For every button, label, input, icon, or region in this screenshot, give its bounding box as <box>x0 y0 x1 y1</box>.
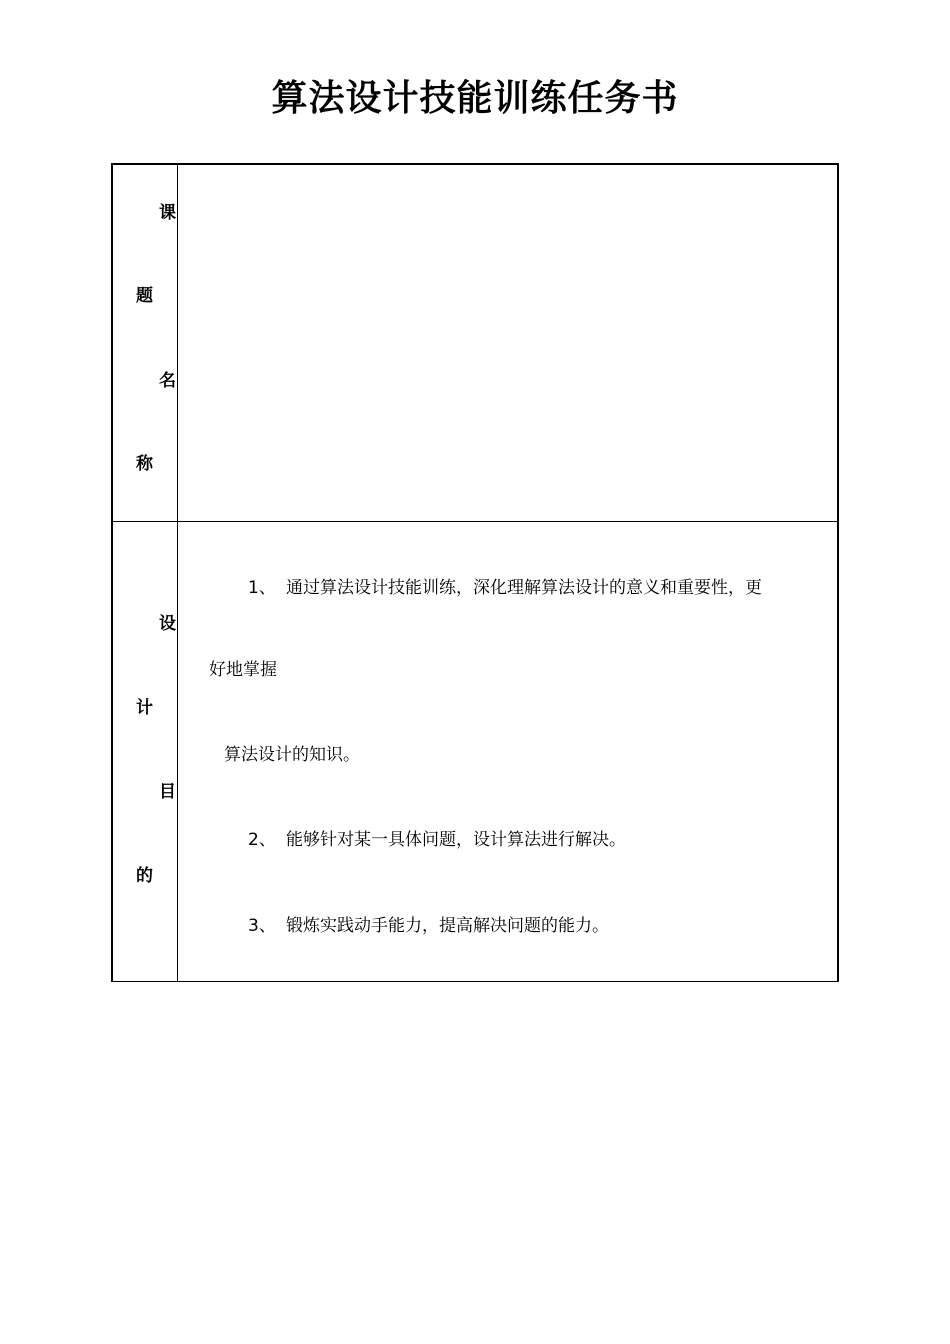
purpose-label-char: 目 <box>159 782 176 802</box>
topic-label-cell <box>113 165 178 521</box>
purpose-content-cell <box>178 522 837 982</box>
purpose-item-text: 能够针对某一具体问题，设计算法进行解决。 <box>286 830 626 850</box>
topic-label-char: 课 <box>159 203 176 223</box>
purpose-label-cell <box>113 522 178 982</box>
document-title: 算法设计技能训练任务书 <box>271 78 679 119</box>
purpose-item-text: 算法设计的知识。 <box>224 745 360 765</box>
topic-row <box>113 165 837 522</box>
topic-value-cell <box>178 165 837 521</box>
topic-label-char: 题 <box>136 286 153 306</box>
purpose-item-number: 1、 <box>248 578 276 598</box>
purpose-label-char: 的 <box>136 866 153 886</box>
purpose-item-1-line-2 <box>209 659 277 681</box>
purpose-item-number: 2、 <box>248 830 276 850</box>
purpose-item-3 <box>248 915 609 937</box>
task-form-table <box>111 163 839 982</box>
topic-label-char: 称 <box>136 454 153 474</box>
purpose-item-number: 3、 <box>248 916 276 936</box>
purpose-item-2 <box>248 829 626 851</box>
purpose-item-text: 通过算法设计技能训练，深化理解算法设计的意义和重要性，更 <box>286 578 762 598</box>
purpose-item-text: 好地掌握 <box>209 660 277 680</box>
purpose-item-1-line-1 <box>248 577 762 599</box>
topic-label-char: 名 <box>159 371 176 391</box>
purpose-label-char: 计 <box>136 698 153 718</box>
purpose-item-1-line-3 <box>224 744 360 766</box>
purpose-row <box>113 522 837 982</box>
purpose-item-text: 锻炼实践动手能力，提高解决问题的能力。 <box>286 916 609 936</box>
purpose-label-char: 设 <box>159 614 176 634</box>
